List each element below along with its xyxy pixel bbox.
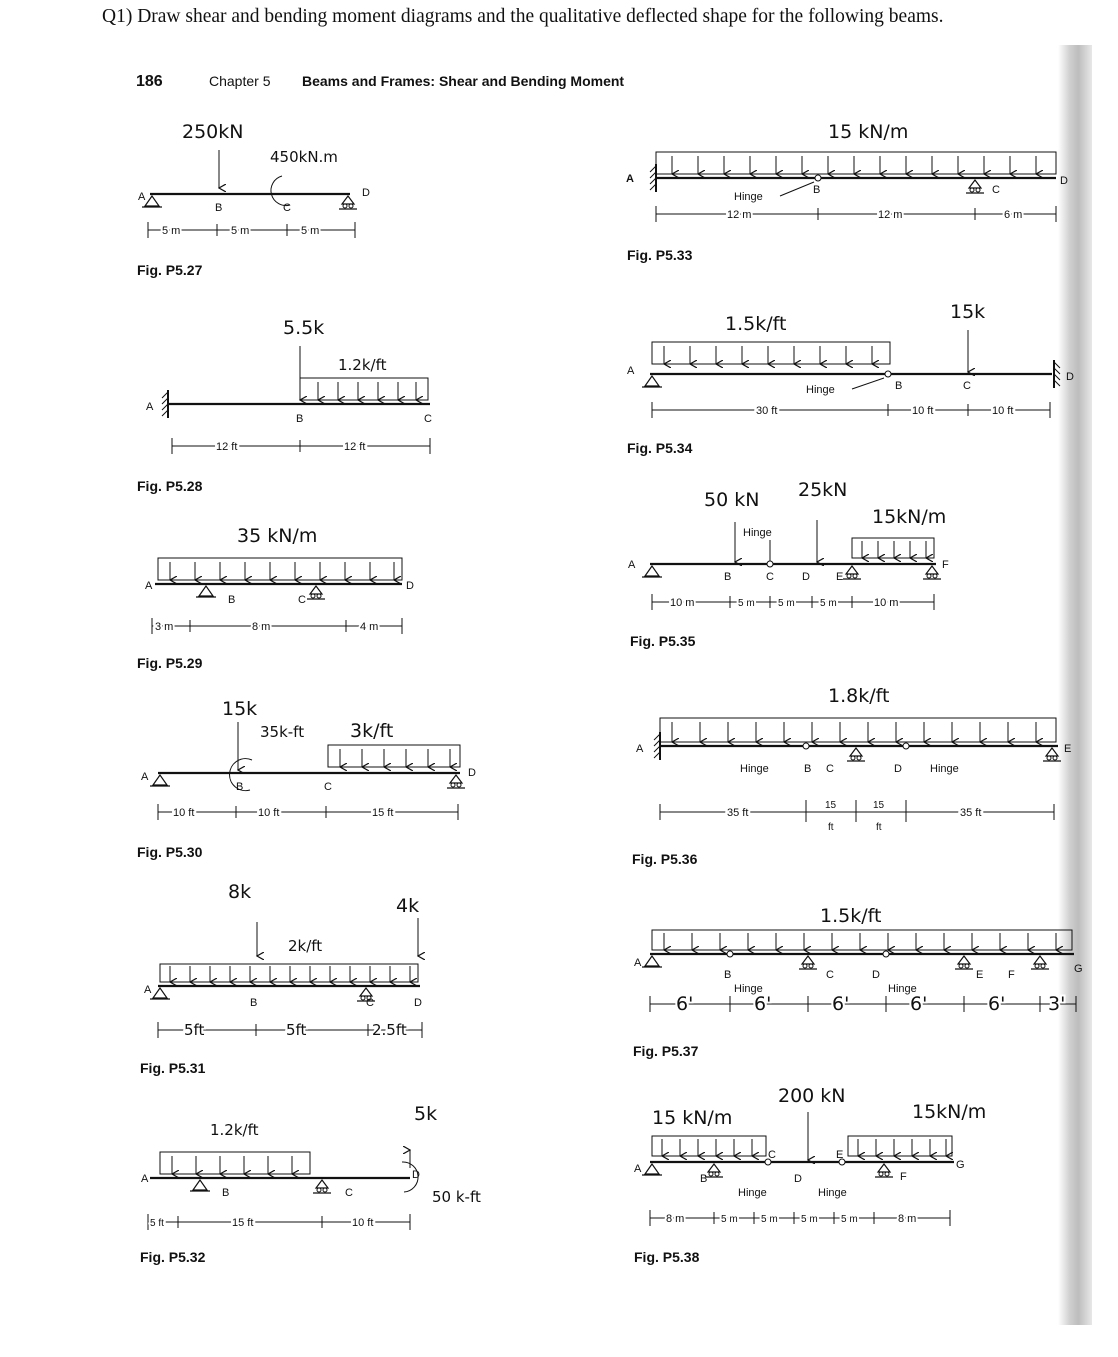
fig35-dim-1: 10 m: [670, 597, 695, 609]
fig31-point-d: D: [414, 997, 422, 1009]
question-text: Q1) Draw shear and bending moment diagrams and the qualitative deflected shape for the following beams.: [102, 6, 944, 27]
fig37-dim-1: 6': [676, 993, 694, 1015]
fig31-dim-3: 2.5ft: [372, 1021, 407, 1039]
fig31-dim-2: 5ft: [286, 1021, 307, 1039]
fig37-point-g: G: [1074, 963, 1083, 975]
fig33-load-1: 15 kN/m: [828, 121, 909, 143]
fig30-dim-2: 10 ft: [258, 807, 280, 819]
fig38-load-1: 15 kN/m: [652, 1107, 733, 1129]
fig29-load-1: 35 kN/m: [237, 525, 318, 547]
figure-p5-28: [137, 317, 432, 494]
fig34-hinge: Hinge: [806, 384, 835, 396]
fig27-point-d: D: [362, 187, 370, 199]
chapter-title: Beams and Frames: Shear and Bending Moment: [302, 73, 625, 89]
fig35-dim-4: 5 m: [820, 598, 837, 609]
fig35-point-e: E: [836, 571, 844, 583]
fig36-dim-2: 15: [825, 800, 837, 811]
fig38-dim-1: 8 m: [666, 1213, 685, 1225]
fig33-dim-2: 12 m: [878, 209, 903, 221]
fig33-point-b: B: [813, 184, 821, 196]
fig35-dim-2: 5 m: [738, 598, 755, 609]
fig34-label: Fig. P5.34: [627, 440, 693, 456]
fig36-hinge-2: Hinge: [930, 763, 959, 775]
fig31-load-2: 4k: [396, 895, 420, 917]
fig38-hinge-2: Hinge: [818, 1187, 847, 1199]
fig38-dim-5: 5 m: [841, 1214, 858, 1225]
fig38-hinge-1: Hinge: [738, 1187, 767, 1199]
fig33-point-a: A: [626, 173, 634, 185]
fig38-point-a: A: [634, 1163, 642, 1175]
fig34-point-b: B: [895, 380, 903, 392]
fig36-point-c: C: [826, 763, 834, 775]
fig38-label: Fig. P5.38: [634, 1249, 700, 1265]
fig30-dim-1: 10 ft: [173, 807, 195, 819]
fig34-dim-3: 10 ft: [992, 405, 1014, 417]
fig36-dim-3: 15: [873, 800, 885, 811]
fig38-point-c: C: [768, 1149, 776, 1161]
fig35-point-b: B: [724, 571, 732, 583]
fig32-point-b: B: [222, 1187, 230, 1199]
fig31-point-a: A: [144, 984, 152, 996]
fig28-point-b: B: [296, 413, 304, 425]
fig38-point-f: F: [900, 1171, 907, 1183]
fig27-dim-3: 5 m: [301, 225, 320, 237]
figure-p5-38: [634, 1085, 986, 1265]
fig38-point-g: G: [956, 1159, 965, 1171]
fig31-label: Fig. P5.31: [140, 1060, 206, 1076]
fig38-dim-3: 5 m: [761, 1214, 778, 1225]
fig30-load-1: 15k: [222, 698, 258, 720]
fig35-label: Fig. P5.35: [630, 633, 696, 649]
fig36-point-b: B: [804, 763, 812, 775]
fig37-point-d: D: [872, 969, 880, 981]
fig34-dim-2: 10 ft: [912, 405, 934, 417]
fig37-point-e: E: [976, 969, 984, 981]
fig28-dim-2: 12 ft: [344, 441, 366, 453]
fig29-point-c: C: [298, 594, 306, 606]
fig33-dim-3: 6 m: [1004, 209, 1023, 221]
fig36-load-1: 1.8k/ft: [828, 685, 890, 707]
fig37-label: Fig. P5.37: [633, 1043, 699, 1059]
fig37-point-f: F: [1008, 969, 1015, 981]
fig32-dim-3: 10 ft: [352, 1217, 374, 1229]
fig38-dim-4: 5 m: [801, 1214, 818, 1225]
fig35-point-f: F: [942, 559, 949, 571]
fig28-load-1: 5.5k: [283, 317, 325, 339]
fig37-dim-2: 6': [754, 993, 772, 1015]
figure-p5-30: [137, 698, 476, 860]
page-number: 186: [136, 73, 163, 90]
fig31-load-1: 8k: [228, 881, 252, 903]
fig29-point-d: D: [406, 580, 414, 592]
fig29-dim-3: 4 m: [360, 621, 379, 633]
fig36-hinge-1: Hinge: [740, 763, 769, 775]
figure-p5-34: [627, 301, 1074, 456]
fig38-point-b: B: [700, 1173, 708, 1185]
fig35-load-2: 25kN: [798, 479, 848, 501]
figure-p5-33: [626, 121, 1068, 263]
figure-p5-27: [137, 121, 370, 278]
fig27-dim-1: 5 m: [162, 225, 181, 237]
fig29-dim-2: 8 m: [252, 621, 271, 633]
fig27-point-a: A: [138, 191, 146, 203]
fig35-point-a: A: [628, 559, 636, 571]
fig38-dim-6: 8 m: [898, 1213, 917, 1225]
fig30-point-a: A: [141, 771, 149, 783]
fig30-load-3: 3k/ft: [350, 720, 394, 742]
fig33-point-d: D: [1060, 175, 1068, 187]
fig33-hinge: Hinge: [734, 191, 763, 203]
figure-p5-32: [140, 1103, 481, 1265]
fig37-dim-3: 6': [832, 993, 850, 1015]
figure-p5-31: [140, 881, 422, 1076]
fig36-point-e: E: [1064, 743, 1072, 755]
chapter-label: Chapter 5: [209, 73, 271, 89]
fig38-load-3: 15kN/m: [912, 1101, 987, 1123]
fig30-point-d: D: [468, 767, 476, 779]
fig32-load-3: 50 k-ft: [432, 1188, 481, 1206]
fig38-point-d: D: [794, 1173, 802, 1185]
figure-p5-35: [628, 479, 949, 649]
fig38-dim-2: 5 m: [721, 1214, 738, 1225]
fig32-point-d: D: [412, 1169, 420, 1181]
fig28-load-2: 1.2k/ft: [338, 356, 387, 374]
fig34-point-d: D: [1066, 371, 1074, 383]
figure-p5-29: [137, 525, 414, 671]
fig37-dim-5: 6': [988, 993, 1006, 1015]
fig34-load-1: 1.5k/ft: [725, 313, 787, 335]
fig31-point-b: B: [250, 997, 258, 1009]
fig34-load-2: 15k: [950, 301, 986, 323]
fig34-dim-1: 30 ft: [756, 405, 778, 417]
fig35-dim-5: 10 m: [874, 597, 899, 609]
figure-p5-36: [632, 685, 1071, 867]
fig29-point-b: B: [228, 594, 236, 606]
fig29-point-a: A: [145, 580, 153, 592]
fig31-dim-1: 5ft: [184, 1021, 205, 1039]
fig35-point-d: D: [802, 571, 810, 583]
fig36-dim-1: 35 ft: [727, 807, 749, 819]
fig37-point-c: C: [826, 969, 834, 981]
fig32-label: Fig. P5.32: [140, 1249, 206, 1265]
fig37-hinge-1: Hinge: [734, 983, 763, 995]
fig38-load-2: 200 kN: [778, 1085, 846, 1107]
fig37-point-a: A: [634, 957, 642, 969]
fig33-dim-1: 12 m: [727, 209, 752, 221]
fig27-point-b: B: [215, 202, 223, 214]
fig28-point-c: C: [424, 413, 432, 425]
fig30-point-c: C: [324, 781, 332, 793]
fig30-point-b: B: [236, 781, 244, 793]
fig38-point-e: E: [836, 1149, 844, 1161]
fig27-load-2: 450kN.m: [270, 148, 338, 166]
fig29-label: Fig. P5.29: [137, 655, 203, 671]
fig28-label: Fig. P5.28: [137, 478, 203, 494]
fig27-point-c: C: [283, 202, 291, 214]
fig32-point-a: A: [141, 1173, 149, 1185]
fig36-dim-4: 35 ft: [960, 807, 982, 819]
fig32-load-1: 1.2k/ft: [210, 1121, 259, 1139]
fig35-load-1: 50 kN: [704, 489, 760, 511]
fig37-dim-4: 6': [910, 993, 928, 1015]
fig29-dim-1: 3 m: [155, 621, 174, 633]
fig35-dim-3: 5 m: [778, 598, 795, 609]
fig33-label: Fig. P5.33: [627, 247, 693, 263]
fig30-dim-3: 15 ft: [372, 807, 394, 819]
fig27-dim-2: 5 m: [231, 225, 250, 237]
fig30-label: Fig. P5.30: [137, 844, 203, 860]
fig36-dim-2-unit: ft: [828, 822, 834, 833]
fig36-point-a: A: [636, 743, 644, 755]
fig32-dim-2: 15 ft: [232, 1217, 254, 1229]
fig34-point-c: C: [963, 380, 971, 392]
fig31-load-3: 2k/ft: [288, 937, 323, 955]
fig35-hinge: Hinge: [743, 527, 772, 539]
fig30-load-2: 35k-ft: [260, 723, 305, 741]
fig31-point-c: C: [366, 997, 374, 1009]
fig33-point-c: C: [992, 184, 1000, 196]
fig28-point-a: A: [146, 401, 154, 413]
fig37-point-b: B: [724, 969, 732, 981]
fig27-load-1: 250kN: [182, 121, 244, 143]
fig36-label: Fig. P5.36: [632, 851, 698, 867]
fig37-dim-6: 3': [1048, 993, 1066, 1015]
fig28-dim-1: 12 ft: [216, 441, 238, 453]
fig37-hinge-2: Hinge: [888, 983, 917, 995]
fig32-point-c: C: [345, 1187, 353, 1199]
fig36-dim-3-unit: ft: [876, 822, 882, 833]
fig37-load-1: 1.5k/ft: [820, 905, 882, 927]
figure-p5-37: [633, 905, 1083, 1059]
fig36-point-d: D: [894, 763, 902, 775]
fig32-dim-1: 5 ft: [150, 1218, 164, 1229]
fig32-load-2: 5k: [414, 1103, 438, 1125]
fig34-point-a: A: [627, 365, 635, 377]
fig27-label: Fig. P5.27: [137, 262, 203, 278]
fig35-load-3: 15kN/m: [872, 506, 947, 528]
fig35-point-c: C: [766, 571, 774, 583]
